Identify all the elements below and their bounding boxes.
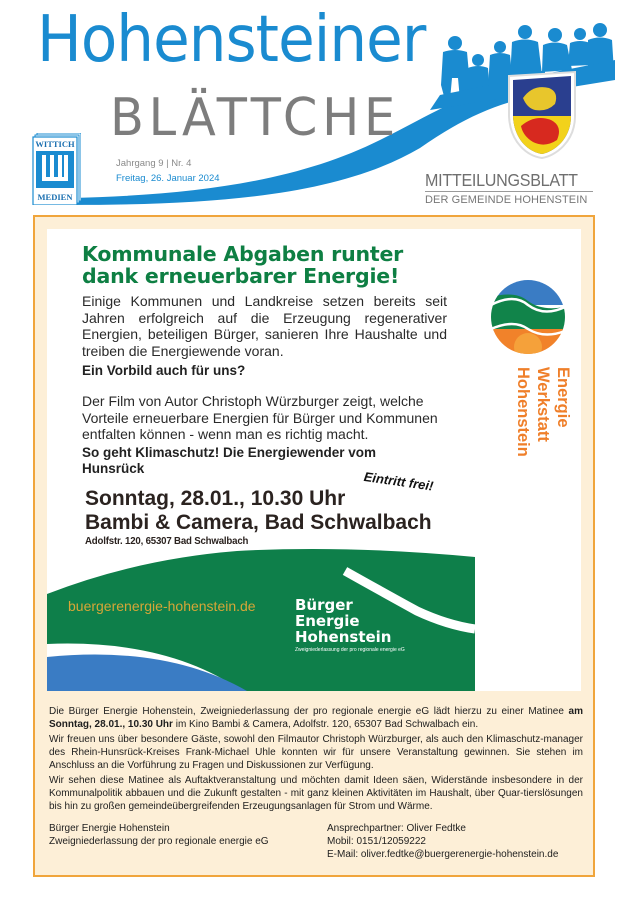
ad-film-description: Der Film von Autor Christoph Würzburger zeigt, welche Vorteile erneuerbare Energien für Bürger und Kommunen entfalten können - wenn man es richtig macht.: [82, 393, 438, 442]
event-address: Adolfstr. 120, 65307 Bad Schwalbach: [85, 535, 249, 547]
publication-title: Hohensteiner: [37, 3, 426, 77]
brand-line-1: Bürger: [295, 596, 353, 614]
ew-line-3: Hohenstein: [514, 367, 532, 457]
ad-film-title: So geht Klimaschutz! Die Energiewender vom Hunsrück: [82, 445, 377, 476]
event-datetime: Sonntag, 28.01., 10.30 Uhr: [85, 487, 346, 510]
event-venue: Bambi & Camera, Bad Schwalbach: [85, 511, 432, 534]
announcement-box: [33, 215, 595, 877]
energie-werkstatt-logo-icon: [484, 275, 572, 359]
contact-info: [327, 822, 558, 862]
invitation-datetime: am Sonntag, 28.01., 10.30 Uhr: [49, 706, 583, 731]
banner-website-url: buergerenergie-hohenstein.de: [68, 598, 256, 614]
ad-intro-text: Einige Kommunen und Landkreise setzen bereits seit Jahren erfolgreich auf die Erzeugung regenerativer Energien, beteiligen Bürger, sanieren Ihre Haushalte und treiben die Energiewende voran.: [82, 293, 447, 359]
issue-number: Jahrgang 9 | Nr. 4: [116, 158, 192, 169]
coat-of-arms-icon: [505, 70, 579, 160]
bulletin-divider: [425, 191, 593, 192]
brand-line-3: Hohenstein: [295, 628, 392, 646]
info-paragraph-invitation: [49, 705, 583, 731]
contact-mobile: Mobil: 0151/12059222: [327, 836, 426, 848]
ad-question: Ein Vorbild auch für uns?: [82, 363, 246, 378]
event-ad: [47, 229, 581, 691]
info-paragraph-guests: Wir freuen uns über besondere Gäste, sowohl den Filmautor Christoph Würzburger, als auch den Klimaschutz-manager des Rhein-Hunsrück-Kreises Frank-Michael Uhle konnten wir für unsere Veranstaltung gewinnen. Sie stehen im Anschluss an die Vorführung zu Fragen und Diskussionen zur Verfügung.: [49, 734, 583, 772]
ad-headline: Kommunale Abgaben runter dank erneuerbarer Energie!: [82, 242, 404, 288]
contact-person: Ansprechpartner: Oliver Fedtke: [327, 823, 466, 834]
bulletin-subtitle: DER GEMEINDE HOHENSTEIN: [425, 194, 588, 206]
wittich-medien-logo: [31, 133, 81, 205]
organizer-name: Bürger Energie Hohenstein: [49, 823, 170, 834]
masthead: [0, 0, 625, 210]
energie-werkstatt-wordmark: [494, 367, 574, 497]
publication-subtitle: BLÄTTCHE: [110, 88, 400, 148]
issue-date: Freitag, 26. Januar 2024: [116, 173, 220, 184]
ew-line-1: Energie: [554, 367, 572, 428]
organizer-subtitle: Zweigniederlassung der pro regionale energie eG: [49, 836, 269, 848]
banner-brand-name: [295, 597, 445, 645]
publisher-bottom-text: MEDIEN: [37, 192, 73, 202]
publisher-top-text: WITTICH: [35, 139, 75, 149]
invitation-venue-text: im Kino Bambi & Camera, Adolfstr. 120, 65307 Bad Schwalbach ein.: [172, 719, 479, 731]
brand-line-2: Energie: [295, 612, 360, 630]
organizer-info: [49, 822, 269, 848]
banner-tagline: Zweigniederlassung der pro regionale energie eG: [295, 647, 405, 653]
bulletin-title: MITTEILUNGSBLATT: [425, 170, 578, 190]
admission-free-label: Eintritt frei!: [362, 469, 435, 494]
info-paragraph-goals: Wir sehen diese Matinee als Auftaktveranstaltung und möchten damit Ideen säen, Widerstände insbesondere in der Kommunalpolitik abbauen und die Zukunft gestalten - mit ganz kleinen Aktivitäten im Haushalt, über Quar-tierslösungen bis hin zu großen gemeindeübergreifenden Erzeugungsanlagen für Strom und Wärme.: [49, 775, 583, 813]
ew-line-2: Werkstatt: [534, 367, 552, 442]
invitation-text: Die Bürger Energie Hohenstein, Zweigniederlassung der pro regionale energie eG lädt hierzu zu einer Matinee: [49, 706, 569, 717]
contact-email[interactable]: E-Mail: oliver.fedtke@buergerenergie-hohenstein.de: [327, 849, 559, 861]
